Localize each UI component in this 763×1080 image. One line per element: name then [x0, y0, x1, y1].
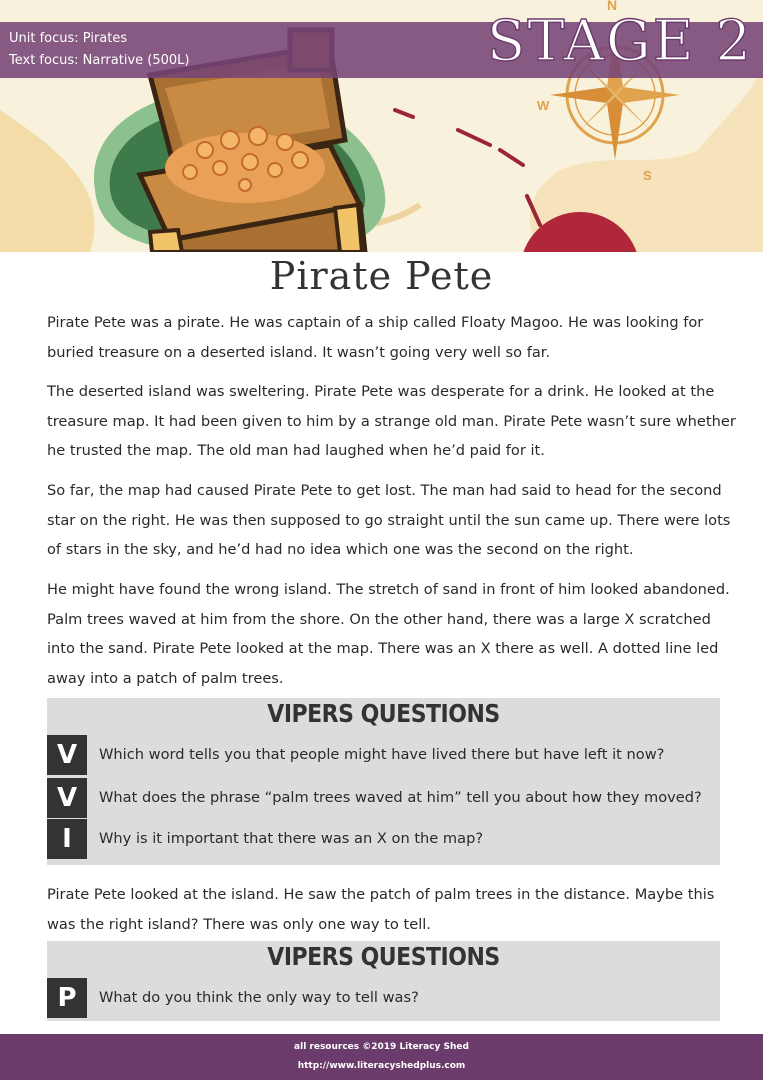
compass-s-label: S [643, 168, 652, 183]
story-paragraph-3: So far, the map had caused Pirate Pete to get lost. The man had said to head for the second star on the right. He was then supposed to go straight until the sun came up. There were lots of stars in the sky, and he’d had no idea which one was the second on the right. [47, 482, 731, 558]
question-row [47, 735, 720, 775]
inference-letter-tile: I [47, 819, 87, 859]
compass-n-label: N [607, 0, 618, 13]
question-row [47, 819, 720, 859]
vocabulary-letter-tile: V [47, 735, 87, 775]
vipers-questions-box-2 [47, 941, 720, 1021]
stage-title: STAGE 2 [486, 9, 753, 74]
vocabulary-letter-tile: V [47, 778, 87, 818]
vipers-questions-box-1 [47, 698, 720, 865]
compass-w-label: W [537, 98, 550, 113]
website-link[interactable]: http://www.literacyshedplus.com [297, 1061, 466, 1071]
vipers-heading: VIPERS QUESTIONS [267, 943, 500, 972]
story-paragraph-1: Pirate Pete was a pirate. He was captain of a ship called Floaty Magoo. He was looking for buried treasure on a deserted island. It wasn’t going very well so far. [47, 314, 704, 361]
question-text: Which word tells you that people might have lived there but have left it now? [99, 746, 665, 763]
footer-bar [0, 1034, 763, 1080]
unit-focus-label: Unit focus: Pirates [9, 31, 128, 46]
question-text: What does the phrase “palm trees waved at him” tell you about how they moved? [99, 789, 702, 806]
copyright-text: all resources ©2019 Literacy Shed [294, 1042, 469, 1052]
story-paragraph-2: The deserted island was sweltering. Pirate Pete was desperate for a drink. He looked at the treasure map. It had been given to him by a strange old man. Pirate Pete wasn’t sure whether he trusted the map. The old man had laughed when he’d paid for it. [47, 383, 736, 459]
page-title: Pirate Pete [269, 254, 494, 298]
prediction-letter-tile: P [47, 978, 87, 1018]
question-text: What do you think the only way to tell was? [99, 989, 419, 1006]
question-text: Why is it important that there was an X on the map? [99, 830, 484, 847]
story-paragraph-4: He might have found the wrong island. The stretch of sand in front of him looked abandoned. Palm trees waved at him from the shore. On the other hand, there was a large X scratched into the sand. Pirate Pete looked at the map. There was an X there as well. A dotted line led away into a patch of palm trees. [47, 581, 730, 687]
vipers-heading: VIPERS QUESTIONS [267, 700, 500, 729]
question-row [47, 778, 720, 818]
question-row [47, 978, 720, 1018]
story-paragraph-5: Pirate Pete looked at the island. He saw the patch of palm trees in the distance. Maybe this was the right island? There was only one way to tell. [47, 886, 715, 933]
text-focus-label: Text focus: Narrative (500L) [9, 53, 190, 68]
